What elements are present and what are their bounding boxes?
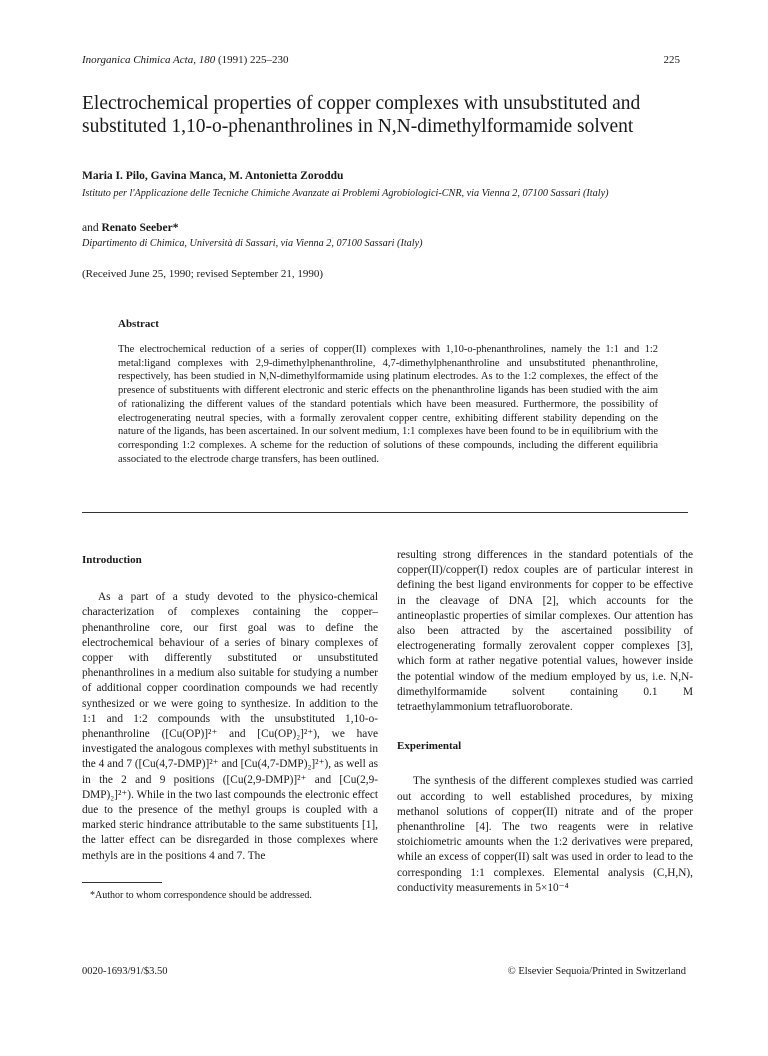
spacer (82, 568, 378, 590)
introduction-paragraph-2: resulting strong differences in the standard potentials of the copper(II)/copper(I) redox couples are of particular interest in defining the best ligand environments for copper to be effective in the cleavage of DNA [2], which accounts for the antineoplastic properties of similar complexes. Our attention has also been attracted by the ascertained possibility of electrogenerating formally zerovalent copper complexes [3], which form at rather negative potential values, however inside the potential window of the medium employed by us, i.e. N,N-dimethylformamide solvent containing 0.1 M tetraethylammonium tetrafluoroborate. (397, 549, 693, 714)
footnote-divider (82, 882, 162, 883)
footer-issn-price: 0020-1693/91/$3.50 (82, 966, 168, 977)
spacer (397, 715, 693, 739)
footnote: *Author to whom correspondence should be addressed. (90, 890, 312, 901)
received-dates: (Received June 25, 1990; revised September 21, 1990) (82, 268, 324, 280)
abstract-heading: Abstract (118, 318, 159, 330)
author-corresponding: Renato Seeber* (101, 222, 179, 234)
spacer (397, 754, 693, 774)
authors-and: and (82, 222, 99, 234)
journal-year-pages: (1991) 225–230 (217, 54, 289, 66)
article-title: Electrochemical properties of copper complexes with unsubstituted and substituted 1,10-o-phenanthrolines in N,N-dimethylformamide solvent (82, 93, 641, 137)
experimental-heading: Experimental (397, 740, 462, 753)
introduction-heading: Introduction (82, 554, 142, 566)
journal-volume: 180 (198, 54, 216, 66)
column-left (82, 553, 378, 864)
abstract-text: The electrochemical reduction of a series of copper(II) complexes with 1,10-o-phenanthrolines, namely the 1:1 and 1:2 metal:ligand complexes with 2,9-dimethylphenanthroline, 4,7-dimethylphenanthroline and unsubstituted phenanthroline, respectively, has been studied in N,N-dimethylformamide using platinum electrodes. As to the 1:2 complexes, the effect of the presence of substituents with different electronic and steric effects on the phenanthroline ligands has been studied with the aim of rationalizing the different values of the standard potentials which have been measured. Furthermore, the possibility of electrogenerating neutral species, with a formally zerovalent copper centre, exhibiting different stability depending on the nature of the ligands, has been ascertained. In our solvent medium, 1:1 complexes have been found to be in equilibrium with the corresponding 1:2 complexes. A scheme for the reduction of solutions of these compounds, including the different equilibria associated to the electrode charge transfers, has been outlined. (118, 344, 658, 465)
authors-group-2 (82, 222, 178, 234)
running-header (82, 54, 289, 66)
page-number: 225 (663, 54, 680, 66)
experimental-paragraph-1: The synthesis of the different complexes studied was carried out according to well established procedures, by mixing methanol solutions of copper(II) nitrate and of the proper phenanthroline [4]. The two reagents were in relative stoichiometric amounts when the 1:2 derivatives were prepared, while an excess of copper(II) salt was used in order to lead to the corresponding 1:1 complexes. Elemental analysis (C,H,N), conductivity measurements in 5×10⁻⁴ (397, 775, 693, 894)
journal-name: Inorganica Chimica Acta, (82, 54, 196, 66)
abstract-divider (82, 512, 688, 513)
affiliation-1: Istituto per l'Applicazione delle Tecniche Chimiche Avanzate ai Problemi Agrobiologici-CNR, via Vienna 2, 07100 Sassari (Italy) (82, 188, 609, 199)
authors-group-1: Maria I. Pilo, Gavina Manca, M. Antonietta Zoroddu (82, 170, 344, 182)
affiliation-2: Dipartimento di Chimica, Università di Sassari, via Vienna 2, 07100 Sassari (Italy) (82, 238, 423, 249)
column-right (397, 548, 693, 896)
introduction-paragraph-1: As a part of a study devoted to the physico-chemical characterization of complexes containing the copper–phenanthroline core, our first goal was to define the electrochemical behaviour of a series of binary complexes of copper with differently substituted or unsubstituted phenanthrolines in a medium also suitable for studying a number of additional copper coordination compounds we had recently synthesized or we were going to synthesize. In addition to the 1:1 and 1:2 compounds with the unsubstituted 1,10-o-phenanthroline ([Cu(OP)]²⁺ and [Cu(OP)₂]²⁺), we have investigated the analogous complexes with methyl substituents in the 4 and 7 ([Cu(4,7-DMP)]²⁺ and [Cu(4,7-DMP)₂]²⁺), as well as in the 2 and 9 positions ([Cu(2,9-DMP)]²⁺ and [Cu(2,9-DMP)₂]²⁺). While in the two last compounds the electronic effect due to the presence of the methyl groups is coupled with a marked steric hindrance attributable to the same substituents [1], the latter effect can be disregarded in those complexes where methyls are in the positions 4 and 7. The (82, 591, 378, 862)
footer-publisher: © Elsevier Sequoia/Printed in Switzerland (507, 966, 686, 977)
